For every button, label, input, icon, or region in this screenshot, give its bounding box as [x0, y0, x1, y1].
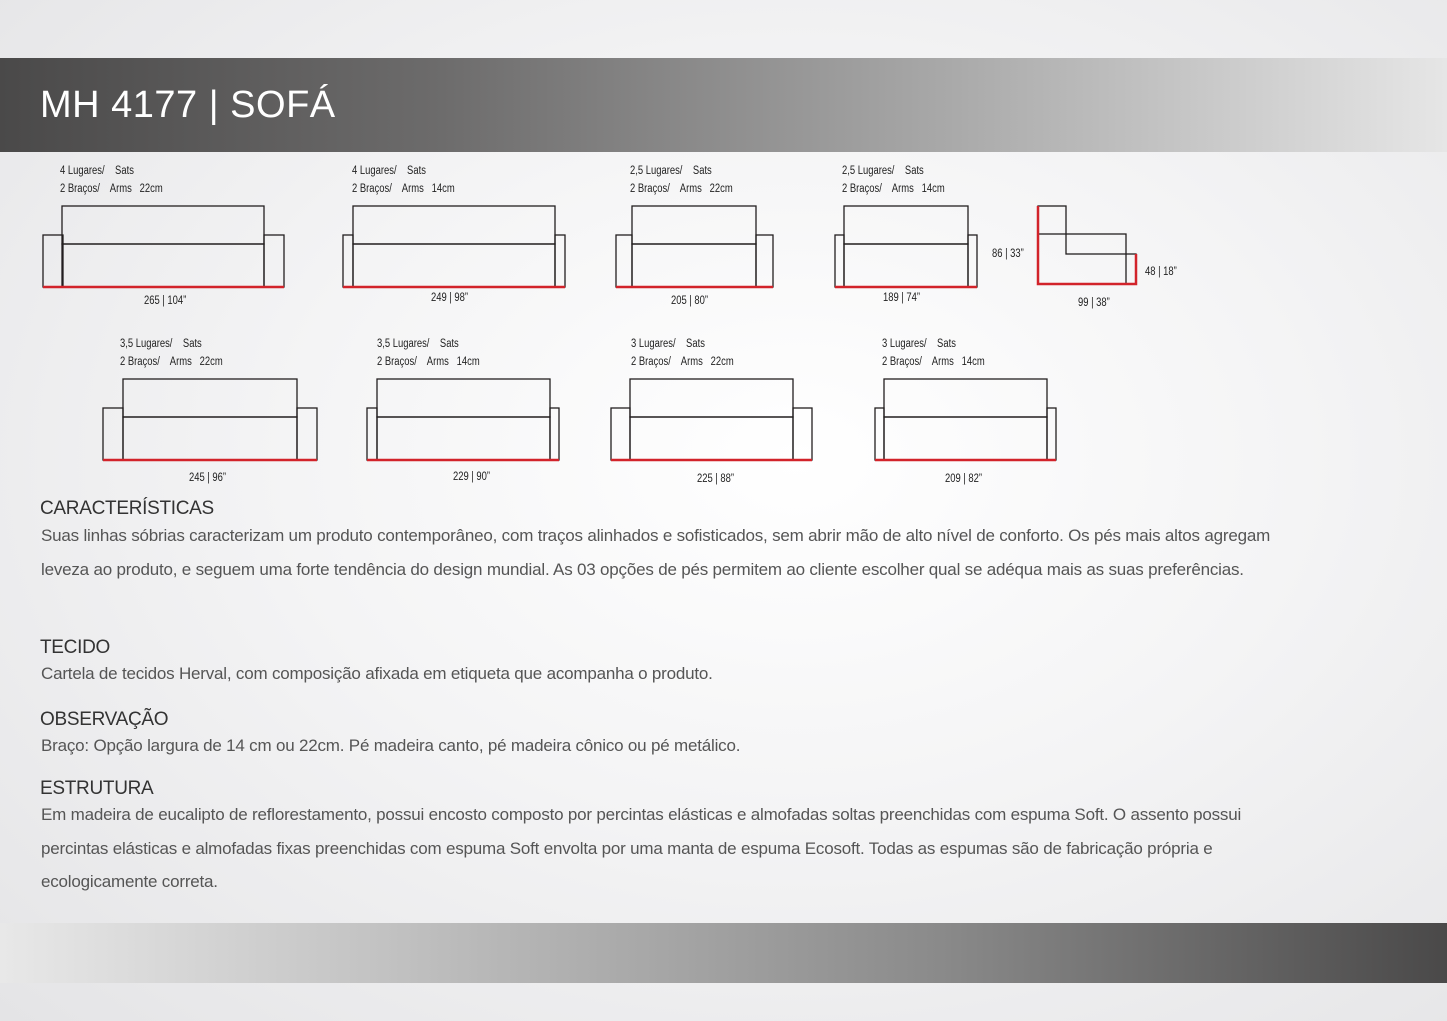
model-seats-label: 3 Lugares/ Sats	[631, 338, 705, 350]
model-seats-label: 4 Lugares/ Sats	[60, 165, 134, 177]
model-seats-label: 2,5 Lugares/ Sats	[842, 165, 924, 177]
section-text-tecido: Cartela de tecidos Herval, com composição afixada em etiqueta que acompanha o produto.	[41, 664, 713, 683]
model-arms-label: 2 Braços/ Arms 22cm	[60, 183, 163, 195]
model-seats-label: 3 Lugares/ Sats	[882, 338, 956, 350]
model-arms-label: 2 Braços/ Arms 14cm	[882, 356, 985, 368]
sofa-width-dimension: 249 | 98”	[431, 292, 469, 304]
model-arms-label: 2 Braços/ Arms 14cm	[377, 356, 480, 368]
model-seats-label: 4 Lugares/ Sats	[352, 165, 426, 177]
side-depth-dimension: 99 | 38”	[1078, 297, 1110, 309]
sofa-side-drawing	[1036, 204, 1146, 294]
sofa-front-drawing	[610, 379, 816, 463]
sofa-front-drawing	[342, 206, 568, 290]
sofa-width-dimension: 209 | 82”	[945, 473, 983, 485]
sofa-width-dimension: 189 | 74”	[883, 292, 921, 304]
sofa-width-dimension: 265 | 104”	[144, 295, 187, 307]
section-title-estrutura: ESTRUTURA	[40, 778, 154, 799]
side-arm-height-dimension: 48 | 18”	[1145, 266, 1177, 278]
sofa-front-drawing	[42, 206, 286, 290]
model-arms-label: 2 Braços/ Arms 14cm	[842, 183, 945, 195]
sofa-width-dimension: 229 | 90”	[453, 471, 491, 483]
model-seats-label: 2,5 Lugares/ Sats	[630, 165, 712, 177]
header-bar	[0, 58, 1447, 152]
model-arms-label: 2 Braços/ Arms 22cm	[630, 183, 733, 195]
model-arms-label: 2 Braços/ Arms 14cm	[352, 183, 455, 195]
section-text-observacao: Braço: Opção largura de 14 cm ou 22cm. Pé madeira canto, pé madeira cônico ou pé metálico.	[41, 736, 741, 755]
sofa-width-dimension: 225 | 88”	[697, 473, 735, 485]
section-title-observacao: OBSERVAÇÃO	[40, 709, 169, 730]
section-title-tecido: TECIDO	[40, 637, 110, 658]
sofa-front-drawing	[834, 206, 980, 290]
section-text-caracteristicas: Suas linhas sóbrias caracterizam um produto contemporâneo, com traços alinhados e sofisticados, sem abrir mão de alto nível de conforto. Os pés mais altos agregam leveza ao produto, e seguem uma forte tendência do design mundial. As 03 opções de pés permitem ao cliente escolher qual se adéqua mais as suas preferências.	[41, 526, 1271, 579]
model-seats-label: 3,5 Lugares/ Sats	[120, 338, 202, 350]
section-title-caracteristicas: CARACTERÍSTICAS	[40, 498, 214, 519]
section-text-estrutura: Em madeira de eucalipto de reflorestamento, possui encosto composto por percintas elásticas e almofadas soltas preenchidas com espuma Soft. O assento possui percintas elásticas e almofadas fixas preenchidas com espuma Soft envolta por uma manta de espuma Ecosoft. Todas as espumas são de fabricação própria e ecologicamente correta.	[41, 805, 1242, 891]
model-arms-label: 2 Braços/ Arms 22cm	[120, 356, 223, 368]
model-arms-label: 2 Braços/ Arms 22cm	[631, 356, 734, 368]
model-seats-label: 3,5 Lugares/ Sats	[377, 338, 459, 350]
footer-bar	[0, 923, 1447, 983]
sofa-front-drawing	[366, 379, 564, 463]
sofa-width-dimension: 245 | 96”	[189, 472, 227, 484]
sofa-front-drawing	[102, 379, 320, 463]
page-title: MH 4177 | SOFÁ	[40, 84, 336, 126]
side-back-height-dimension: 86 | 33”	[992, 248, 1024, 260]
sofa-width-dimension: 205 | 80”	[671, 295, 709, 307]
sofa-front-drawing	[874, 379, 1060, 463]
sofa-front-drawing	[615, 206, 777, 290]
